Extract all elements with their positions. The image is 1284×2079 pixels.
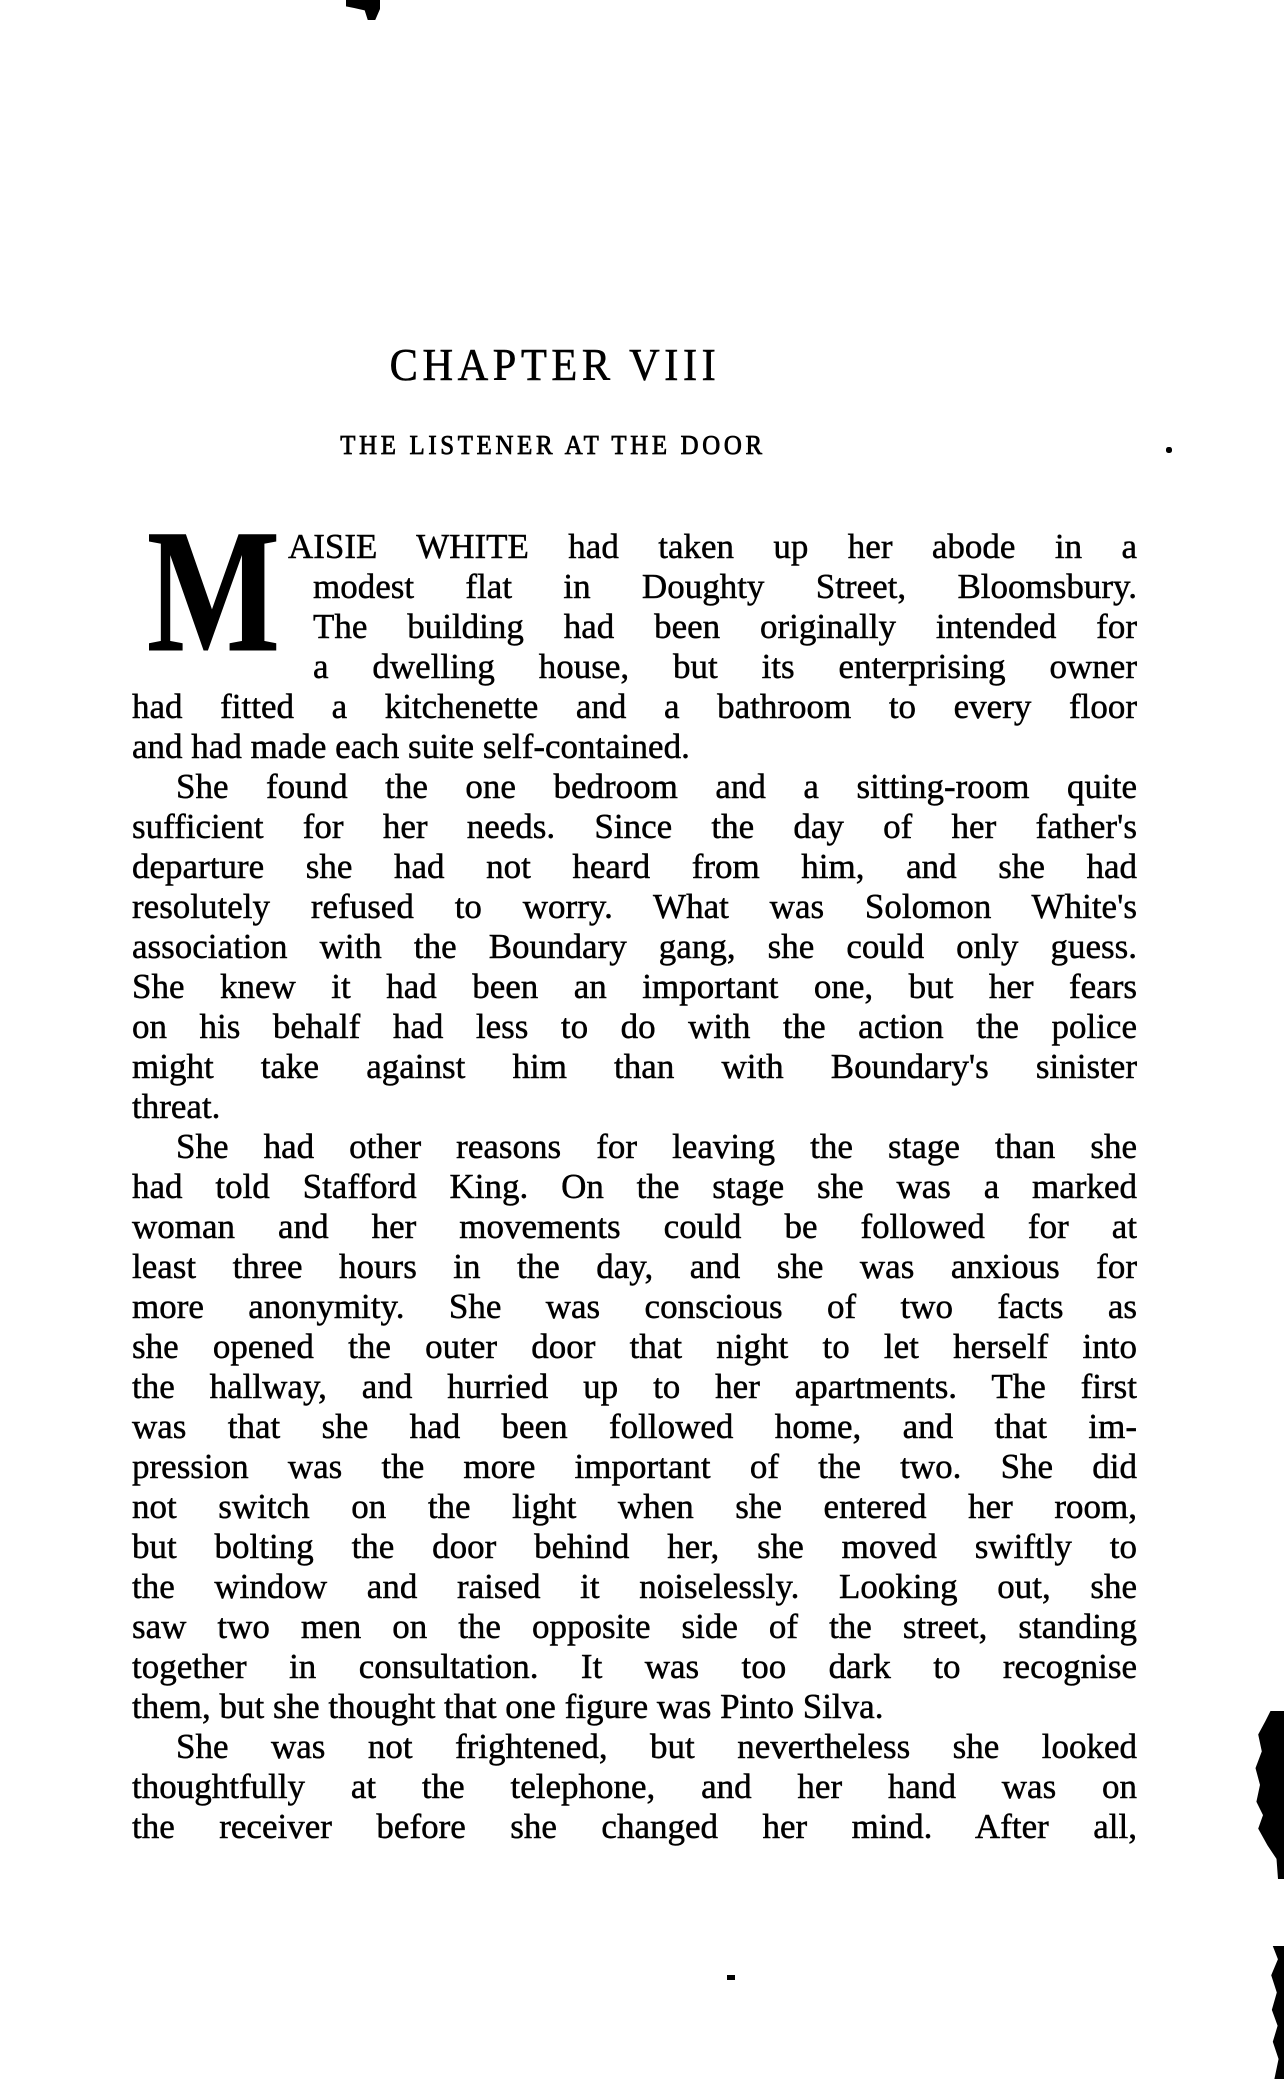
- ink-speck-right-margin: [1166, 447, 1172, 453]
- text-line: threat.: [132, 1087, 221, 1126]
- text-line: the hallway, and hurried up to her apartments. The first: [132, 1367, 1137, 1406]
- text-line: the receiver before she changed her mind. After all,: [132, 1807, 1137, 1846]
- ink-blob-top-edge: [346, 0, 380, 20]
- text-line: together in consultation. It was too dark to recognise: [132, 1647, 1137, 1686]
- text-line: resolutely refused to worry. What was Solomon White's: [132, 887, 1137, 926]
- chapter-subtitle: THE LISTENER AT THE DOOR: [340, 430, 766, 460]
- text-line: sufficient for her needs. Since the day of her father's: [132, 807, 1137, 846]
- text-line: departure she had not heard from him, and she had: [132, 847, 1137, 886]
- text-line: more anonymity. She was conscious of two facts as: [132, 1287, 1137, 1326]
- text-line: not switch on the light when she entered her room,: [132, 1487, 1137, 1526]
- text-line: thoughtfully at the telephone, and her hand was on: [132, 1767, 1137, 1806]
- text-line: a dwelling house, but its enterprising owner: [313, 647, 1137, 686]
- text-line: she opened the outer door that night to let herself into: [132, 1327, 1137, 1366]
- text-line: She knew it had been an important one, but her fears: [132, 967, 1137, 1006]
- ink-strip-right-lower: [1268, 1946, 1284, 2079]
- text-line: She had other reasons for leaving the stage than she: [176, 1127, 1137, 1166]
- text-line: AISIE WHITE had taken up her abode in a: [288, 527, 1137, 566]
- text-line: had told Stafford King. On the stage she was a marked: [132, 1167, 1137, 1206]
- text-line: modest flat in Doughty Street, Bloomsbury.: [313, 567, 1137, 606]
- text-line: The building had been originally intended for: [313, 607, 1137, 646]
- text-line: pression was the more important of the two. She did: [132, 1447, 1137, 1486]
- text-line: least three hours in the day, and she was anxious for: [132, 1247, 1137, 1286]
- text-line: association with the Boundary gang, she could only guess.: [132, 927, 1137, 966]
- chapter-heading: CHAPTER VIII: [389, 339, 721, 390]
- text-line: was that she had been followed home, and that im-: [132, 1407, 1137, 1446]
- text-line: the window and raised it noiselessly. Looking out, she: [132, 1567, 1137, 1606]
- ink-speck-bottom: [727, 1975, 735, 1980]
- drop-cap-letter: M: [147, 494, 280, 689]
- text-line: She found the one bedroom and a sitting-room quite: [176, 767, 1137, 806]
- text-line: saw two men on the opposite side of the street, standing: [132, 1607, 1137, 1646]
- text-line: had fitted a kitchenette and a bathroom to every floor: [132, 687, 1137, 726]
- text-line: She was not frightened, but nevertheless she looked: [176, 1727, 1137, 1766]
- text-line: but bolting the door behind her, she moved swiftly to: [132, 1527, 1137, 1566]
- text-line: and had made each suite self-contained.: [132, 727, 690, 766]
- text-line: woman and her movements could be followed for at: [132, 1207, 1137, 1246]
- text-line: on his behalf had less to do with the action the police: [132, 1007, 1137, 1046]
- text-line: might take against him than with Boundary's sinister: [132, 1047, 1137, 1086]
- text-line: them, but she thought that one figure was Pinto Silva.: [132, 1687, 884, 1726]
- ink-strip-right-upper: [1254, 1711, 1284, 1879]
